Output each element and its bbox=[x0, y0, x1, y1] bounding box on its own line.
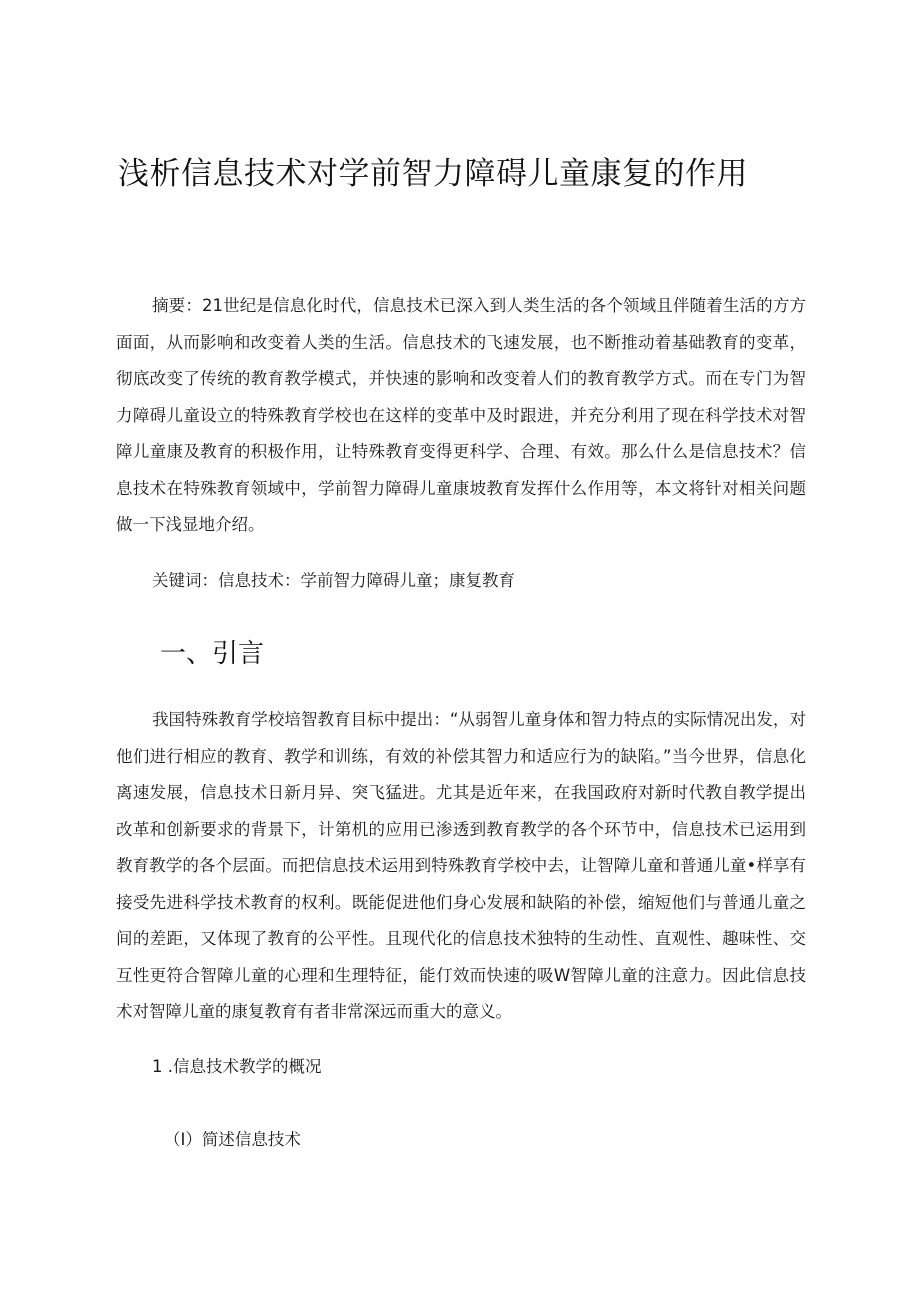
document-title: 浅析信息技术对学前智力障碍儿童康复的作用 bbox=[118, 156, 748, 192]
subsection-heading: 1 .信息技术教学的概况 bbox=[152, 1057, 322, 1076]
introduction-paragraph: 我国特殊教育学校培智教育目标中提出：“从弱智儿童身体和智力特点的实际情况出发，对他们进行相应的教育、教学和训练，有效的补偿其智力和适应行为的缺陷。”当今世界，信息化离速发展，信息技术日新月异、突飞猛进。尤其是近年来，在我国政府对新时代教自教学提出改革和创新要求的背景下，计第机的应用已渗透到教育教学的各个环节中，信息技术已运用到教育教学的各个层面。而把信息技术运用到特殊教育学校中去，让智障儿童和普通儿童•样享有接受先进科学技术教育的权利。既能促进他们身心发展和缺陷的补偿，缩短他们与普通儿童之间的差距，又体现了教育的公平性。且现代化的信息技术独特的生动性、直观性、趣味性、交互性更符合智障儿童的心理和生理特征，能仃效而快速的吸W智障儿童的注意力。因此信息技术对智障儿童的康复教育有者非常深远而重大的意义。 bbox=[116, 710, 806, 1021]
keywords-line: 关键词：信息技术：学前智力障碍儿童；康复教育 bbox=[152, 571, 515, 590]
section-heading-introduction: 一、引言 bbox=[160, 639, 265, 669]
abstract-paragraph: 摘要：21世纪是信息化时代，信息技术已深入到人类生活的各个领域且伴随着生活的方方面面，从而影响和改变着人类的生活。信息技术的飞速发展，也不断推动着基础教育的变革，彻底改变了传统的教育教学模式，并快速的影响和改变着人们的教育教学方式。而在专门为智力障碍儿童设立的特殊教育学校也在这样的变革中及时跟进，并充分利用了现在科学技术对智障儿童康及教育的积极作用，让特殊教育变得更科学、合理、有效。那么什么是信息技术？信息技术在特殊教育领域中，学前智力障碍儿童康坡教育发挥什么作用等，本文将针对相关问题做一下浅显地介绍。 bbox=[116, 296, 806, 534]
subsubsection-heading: （I）简述信息技术 bbox=[164, 1130, 301, 1149]
